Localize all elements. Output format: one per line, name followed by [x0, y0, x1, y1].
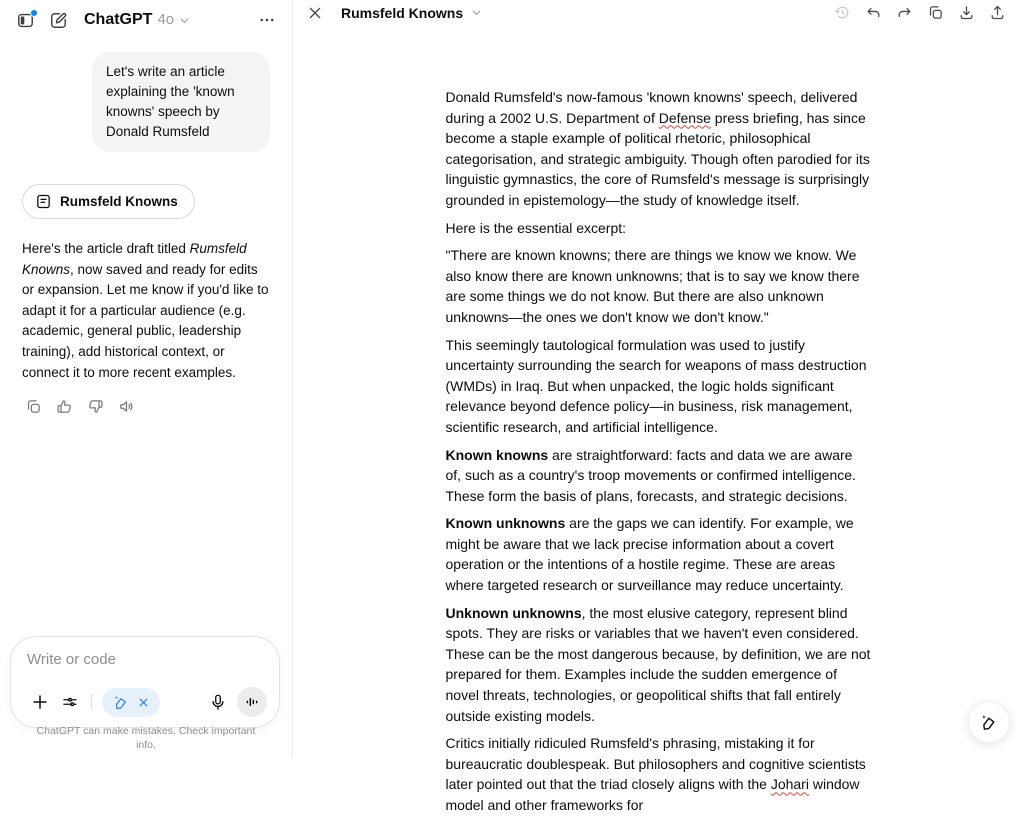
conversation-menu-button[interactable] — [254, 7, 280, 33]
composer-toolbar — [27, 687, 267, 717]
text-segment: press briefing, has since become a staple example of political rhetoric, philosophical categorisation, and strategic ambiguity. Though often parodied for its linguistic gymnastics, the core of Rumsfeld's message is surprisingly grounded in epistemology—the study of knowledge itself. — [445, 109, 870, 208]
doc-paragraph — [446, 733, 872, 815]
attach-button[interactable] — [27, 689, 53, 715]
text-segment: Known unknowns — [445, 515, 566, 532]
text-segment: This seemingly tautological formulation was used to justify uncertainty surrounding the search for weapons of mass destruction (WMDs) in Iraq. But when unpacked, the logic holds significant relevance beyond defence policy—in business, risk management, scientific research, and artificial intelligence. — [445, 336, 867, 435]
share-icon — [989, 4, 1006, 21]
history-icon — [834, 4, 851, 21]
canvas-panel — [293, 0, 1024, 813]
doc-paragraph — [446, 245, 872, 327]
chevron-down-icon — [471, 7, 482, 18]
text-segment: Donald Rumsfeld's now-famous 'known knowns' speech, delivered during a 2002 U.S. Department of — [445, 89, 858, 126]
assistant-message — [22, 239, 272, 383]
canvas-header — [293, 0, 1024, 25]
canvas-title-menu[interactable] — [341, 5, 482, 21]
thumbs-down-button[interactable] — [84, 395, 107, 418]
model-selector[interactable] — [84, 11, 190, 29]
canvas-toolbar — [830, 0, 1010, 25]
doc-paragraph — [446, 218, 872, 239]
download-icon — [958, 4, 975, 21]
text-segment: Here is the essential excerpt: — [445, 219, 627, 236]
canvas-pen-icon — [113, 694, 130, 711]
voice-mode-button[interactable] — [237, 687, 267, 717]
text-segment: , the most elusive category, represent blind spots. They are risks or variables that we haven't even considered. These can be the most dangerous because, by definition, we are not prepared for them. Examples include the sudden emergence of novel threats, technologies, or geopolitical shifts that fall entirely outside existing models. — [445, 604, 871, 724]
suggest-edits-pen-icon — [980, 713, 999, 732]
read-aloud-icon — [118, 398, 135, 415]
ellipsis-icon — [258, 11, 276, 29]
copy-document-button[interactable] — [923, 0, 948, 25]
download-button[interactable] — [954, 0, 979, 25]
document-area[interactable] — [293, 25, 1024, 823]
thumbs-up-icon — [56, 398, 73, 415]
composer-input[interactable]: Write or code — [27, 651, 116, 668]
text-segment: "There are known knowns; there are things we know we know. We also know there are known unknowns; that is to say we know there are some things we do not know. But there are also unknown unknowns—the ones we don't know we don't know." — [445, 247, 860, 325]
chat-panel — [0, 0, 293, 758]
undo-icon — [865, 4, 882, 21]
plus-icon — [31, 693, 49, 711]
text-segment: Unknown unknowns — [445, 604, 582, 621]
close-x-icon[interactable] — [138, 697, 149, 708]
text-segment: , now saved and ready for edits or expansion. Let me know if you'd like to adapt it for a particular audience (e.g. academic, general public, leadership training), add historical context, or connect it to more recent examples. — [22, 261, 269, 380]
doc-paragraph — [446, 603, 872, 727]
undo-button[interactable] — [861, 0, 886, 25]
doc-paragraph — [446, 87, 872, 211]
document-icon — [35, 193, 52, 210]
notification-dot — [30, 9, 38, 17]
canvas-card-label: Rumsfeld Knowns — [60, 194, 178, 209]
text-segment: window model and other frameworks for — [445, 776, 860, 813]
new-chat-icon — [49, 11, 68, 30]
suggest-edits-button[interactable] — [968, 701, 1010, 743]
canvas-document-card[interactable] — [22, 184, 195, 219]
user-message: Let's write an article explaining the 'known knowns' speech by Donald Rumsfeld — [92, 52, 270, 152]
sidebar-toggle-button[interactable] — [12, 7, 39, 34]
canvas-title: Rumsfeld Knowns — [341, 4, 464, 21]
disclaimer-text: ChatGPT can make mistakes. Check important info. — [36, 724, 256, 752]
redo-button[interactable] — [892, 0, 917, 25]
canvas-mode-pill[interactable] — [102, 688, 160, 717]
text-segment: are straightforward: facts and data we are aware of, such as a country's troop movements or confirmed intelligence. These form the basis of plans, forecasts, and strategic decisions. — [445, 446, 856, 504]
chevron-down-icon — [179, 15, 190, 26]
mic-icon — [209, 693, 227, 711]
text-segment: Rumsfeld Knowns — [22, 241, 247, 277]
text-segment: Known knowns — [445, 446, 549, 463]
close-canvas-button[interactable] — [303, 1, 327, 25]
thumbs-down-icon — [87, 398, 104, 415]
new-chat-button[interactable] — [45, 7, 72, 34]
tools-slider-icon — [61, 693, 79, 711]
text-segment: are the gaps we can identify. For example, we might be aware that we lack precise information about a covert operation or the intentions of a hostile regime. These are areas where targeted research or surveillance may reduce uncertainty. — [445, 515, 854, 594]
doc-paragraph — [446, 513, 872, 595]
text-segment: Defense — [658, 109, 711, 126]
tools-button[interactable] — [57, 689, 83, 715]
text-segment: Johari — [770, 776, 809, 793]
close-icon — [307, 5, 323, 21]
copy-icon — [927, 4, 944, 21]
copy-icon — [25, 398, 42, 415]
doc-paragraph — [446, 335, 872, 438]
chat-header — [0, 0, 292, 40]
voice-waveform-icon — [244, 694, 260, 710]
document-body — [446, 25, 872, 816]
dictate-button[interactable] — [205, 689, 231, 715]
model-name: 4o — [157, 11, 175, 28]
message-actions — [22, 395, 272, 418]
doc-paragraph — [446, 445, 872, 507]
composer — [10, 636, 280, 728]
app-title: ChatGPT — [84, 11, 153, 28]
read-aloud-button[interactable] — [115, 395, 138, 418]
divider — [91, 694, 92, 710]
redo-icon — [896, 4, 913, 21]
version-history-button[interactable] — [830, 0, 855, 25]
share-button[interactable] — [985, 0, 1010, 25]
text-segment: Here's the article draft titled — [22, 241, 190, 256]
copy-button[interactable] — [22, 395, 45, 418]
thumbs-up-button[interactable] — [53, 395, 76, 418]
text-segment: Critics initially ridiculed Rumsfeld's phrasing, mistaking it for bureaucratic doublespeak. But philosophers and cognitive scientists later pointed out that the triad closely aligns with the — [445, 735, 866, 793]
